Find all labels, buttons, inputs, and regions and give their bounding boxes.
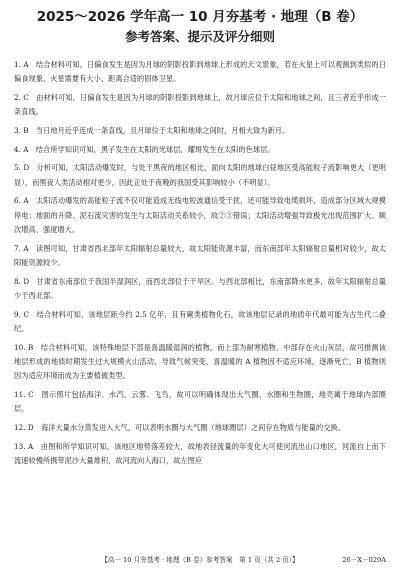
answer-item-6: 6. A 太阳活动爆发的高能粒子流不仅可能造成无线电短波通信受干扰，还可能导致电缆损坏，造成部分区域大规模停电；地面的升降、泥石流灾害的发生与太阳活动关系较小，故②③错误；太阳活动增强导致极光出现范围扩大、频次增高、强度增大。 <box>14 196 386 234</box>
document-subtitle: 参考答案、提示及评分细则 <box>124 29 275 44</box>
answer-item-5: 5. D 分析可知，太阳活动爆发时，与处于黑夜的地区相比，面向太阳的地球白昼地区受高能粒子流影响更大（更明显），而黑夜人类活动相对更少，因此正处于夜晚的我国受其影响较小（不明显）。 <box>14 163 386 187</box>
answer-item-4: 4. A 结合所学知识可知，黑子发生在太阳的光球层，耀斑发生在太阳的色球层。 <box>14 144 275 154</box>
answer-item-12: 12. D 海洋大量水分蒸发进入大气，可以表明水圈与大气圈（地球圈层）之间存在物质与能量的交换。 <box>14 423 345 432</box>
answer-item-10: 10. B 结合材料可知，该特殊地层下部是喜温暖湿润的植物，而上部为耐寒植物，中部存在火山灰层，故可推测该地层形成的地质时期发生过大规模火山活动，导致气候突变，喜温暖的 A 植物因不适应环境，逐渐死亡，B 植物则因为适应环境而成为主要植被类型。 <box>14 342 386 381</box>
answer-item-11: 11. C 图示照片包括海洋、水汽、云雾、飞鸟，故可以明确体现出大气圈、水圈和生物圈，地壳属于地球内部圈层。 <box>14 390 386 414</box>
page-footer <box>14 555 386 565</box>
footer-exam-code: 26－X－029A <box>342 556 386 564</box>
answer-item-1: 1. A 结合材料可知，日偏食发生是因为月球的阴影投影到地球上形成的天文景象，若在火星上可以观测到类似的日偏食现象，火星需要有大小、距离合适的固体卫星。 <box>14 60 386 84</box>
answer-item-2: 2. C 由材料可知，日偏食发生是因为月球的阴影投影到地球上，故月球应位于太阳和地球之间，且三者近乎形成一条直线。 <box>14 93 386 117</box>
document-title: 2025～2026 学年高一 10 月夯基考 · 地理（B 卷） <box>36 9 364 25</box>
answer-item-9: 9. C 结合材料可知，该地层距今约 2.5 亿年，且有蕨类植物化石，故该地层记录的地质年代最可能为古生代二叠纪。 <box>14 309 386 333</box>
answer-item-13: 13. A 由图和所学知识可知，该地区地势落差较大，故地表径流量的年变化大可使河流出山口地区，河流自上而下流速较慢所携带泥沙大量堆积，故河流向人海口，故左图应 <box>14 441 386 465</box>
answer-item-7: 7. A 读图可知，甘肃省西北部年太阳辐射总量较大，故太阳能资源丰富，而东南部年太阳辐射总量相对较少，故太阳能资源较少。 <box>14 243 386 267</box>
footer-page-info: 【高一 10 月夯基考 · 地理（B 卷）参考答案 第 1 页（共 2 页）】 <box>101 556 299 564</box>
answer-item-3: 3. B 当日地月近乎连成一条直线，且月球位于太阳和地球之间时，月相大致为新月。 <box>14 126 290 135</box>
answer-item-8: 8. D 甘肃省东南部位于我国半湿润区，而西北部位于干旱区。与西北部相比，东南部降水更多，故年太阳辐射总量少于西北部。 <box>14 276 386 300</box>
answer-list <box>14 58 386 468</box>
